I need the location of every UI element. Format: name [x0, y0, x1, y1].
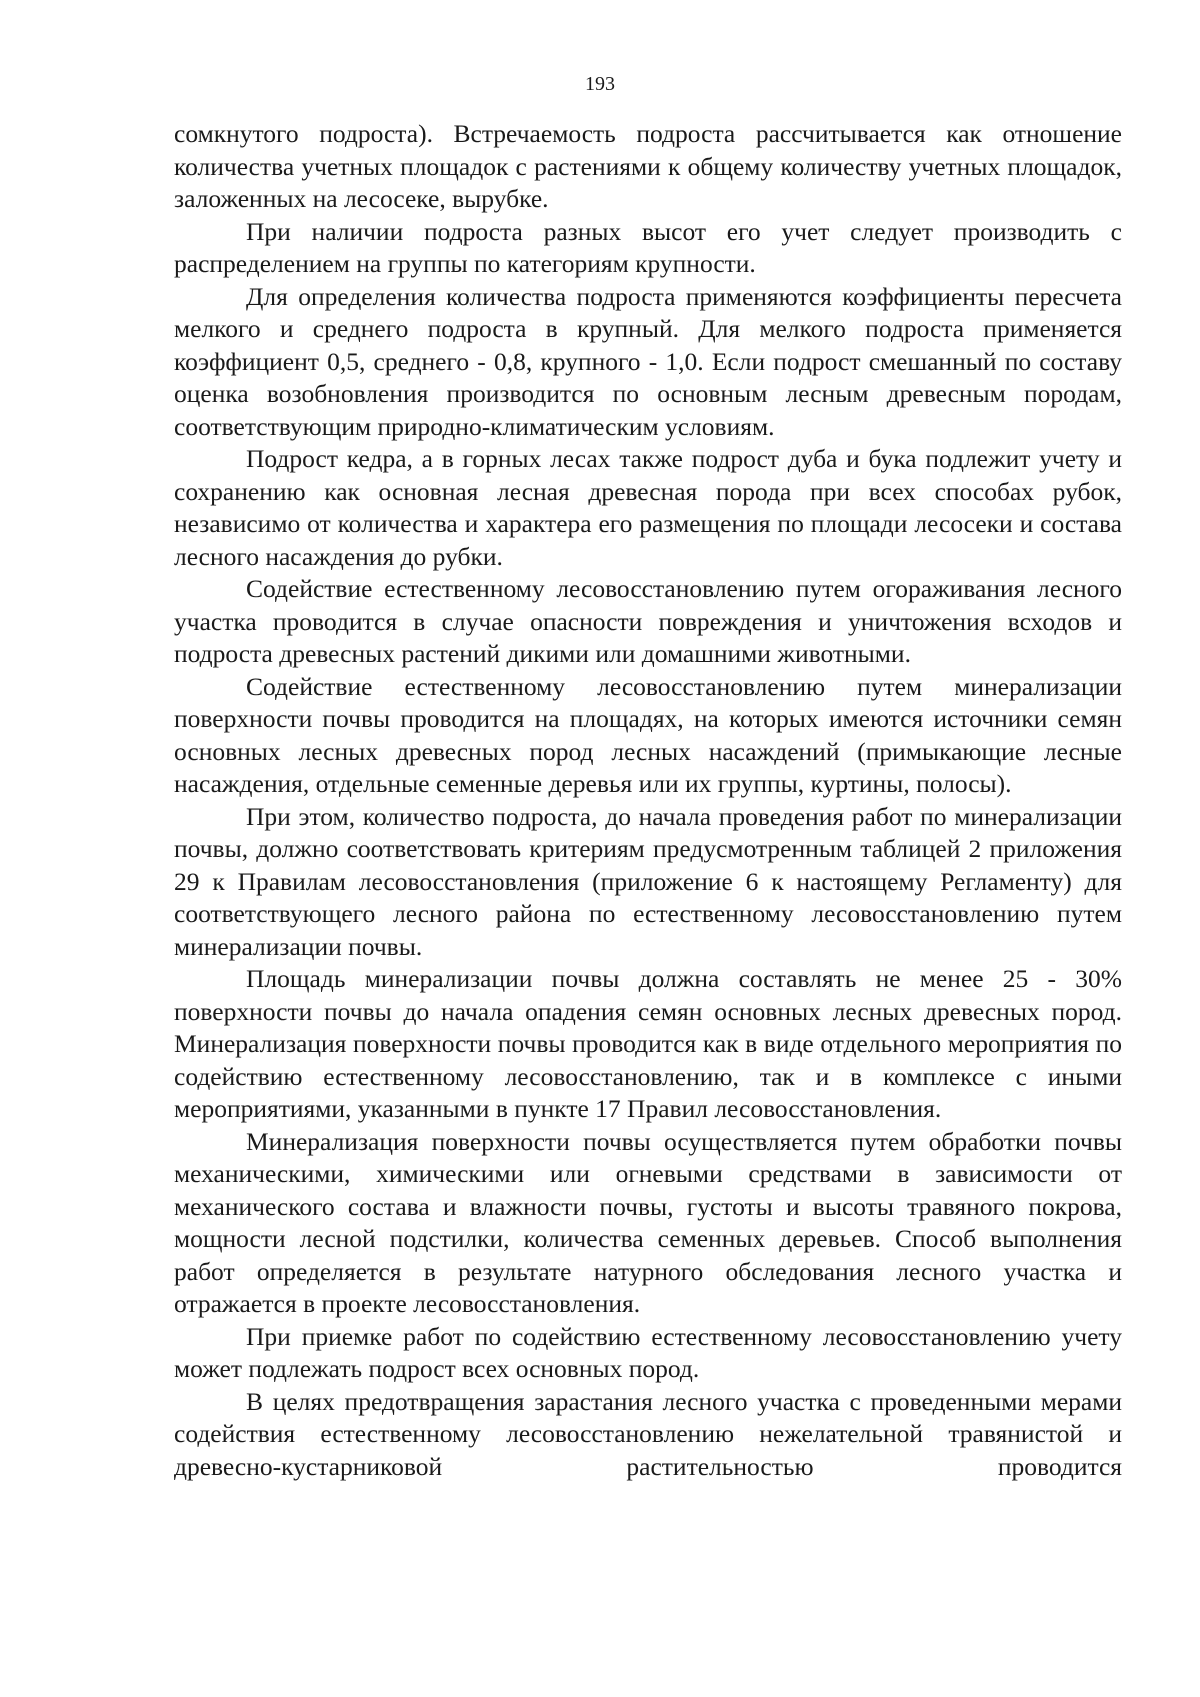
paragraph-2: При наличии подроста разных высот его учет следует производить с распределением на группы по категориям крупности. — [174, 216, 1122, 278]
paragraph-9: Минерализация поверхности почвы осуществляется путем обработки почвы механическими, химическими или огневыми средствами в зависимости от механического состава и влажности почвы, густоты и высоты травяного покрова, мощности лесной подстилки, количества семенных деревьев. Способ выполнения работ определяется в результате натурного обследования лесного участка и отражается в проекте лесовосстановления. — [174, 1126, 1122, 1318]
paragraph-8: Площадь минерализации почвы должна составлять не менее 25 - 30% поверхности почвы до начала опадения семян основных лесных древесных пород. Минерализация поверхности почвы проводится как в виде отдельного мероприятия по содействию естественному лесовосстановлению, так и в комплексе с иными мероприятиями, указанными в пункте 17 Правил лесовосстановления. — [174, 964, 1122, 1123]
paragraph-3: Для определения количества подроста применяются коэффициенты пересчета мелкого и среднего подроста в крупный. Для мелкого подроста применяется коэффициент 0,5, среднего - 0,8, крупного - 1,0. Если подрост смешанный по составу оценка возобновления производится по основным лесным древесным породам, соответствующим природно-климатическим условиям. — [174, 281, 1122, 441]
document-body — [174, 118, 1122, 1483]
paragraph-6: Содействие естественному лесовосстановлению путем минерализации поверхности почвы проводится на площадях, на которых имеются источники семян основных лесных древесных пород лесных насаждений (примыкающие лесные насаждения, отдельные семенные деревья или их группы, куртины, полосы). — [174, 671, 1122, 798]
paragraph-5: Содействие естественному лесовосстановлению путем огораживания лесного участка проводится в случае опасности повреждения и уничтожения всходов и подроста древесных растений дикими или домашними животными. — [174, 574, 1122, 668]
paragraph-7: При этом, количество подроста, до начала проведения работ по минерализации почвы, должно соответствовать критериям предусмотренным таблицей 2 приложения 29 к Правилам лесовосстановления (приложение 6 к настоящему Регламенту) для соответствующего лесного района по естественному лесовосстановлению путем минерализации почвы. — [174, 801, 1122, 961]
paragraph-1: сомкнутого подроста). Встречаемость подроста рассчитывается как отношение количества учетных площадок с растениями к общему количеству учетных площадок, заложенных на лесосеке, вырубке. — [174, 119, 1122, 213]
paragraph-10: При приемке работ по содействию естественному лесовосстановлению учету может подлежать подрост всех основных пород. — [174, 1321, 1122, 1383]
page-number: 193 — [585, 73, 615, 95]
paragraph-11: В целях предотвращения зарастания лесного участка с проведенными мерами содействия естественному лесовосстановлению нежелательной травянистой и древесно-кустарниковой растительностью проводится — [174, 1386, 1122, 1481]
paragraph-4: Подрост кедра, а в горных лесах также подрост дуба и бука подлежит учету и сохранению как основная лесная древесная порода при всех способах рубок, независимо от количества и характера его размещения по площади лесосеки и состава лесного насаждения до рубки. — [174, 444, 1122, 571]
